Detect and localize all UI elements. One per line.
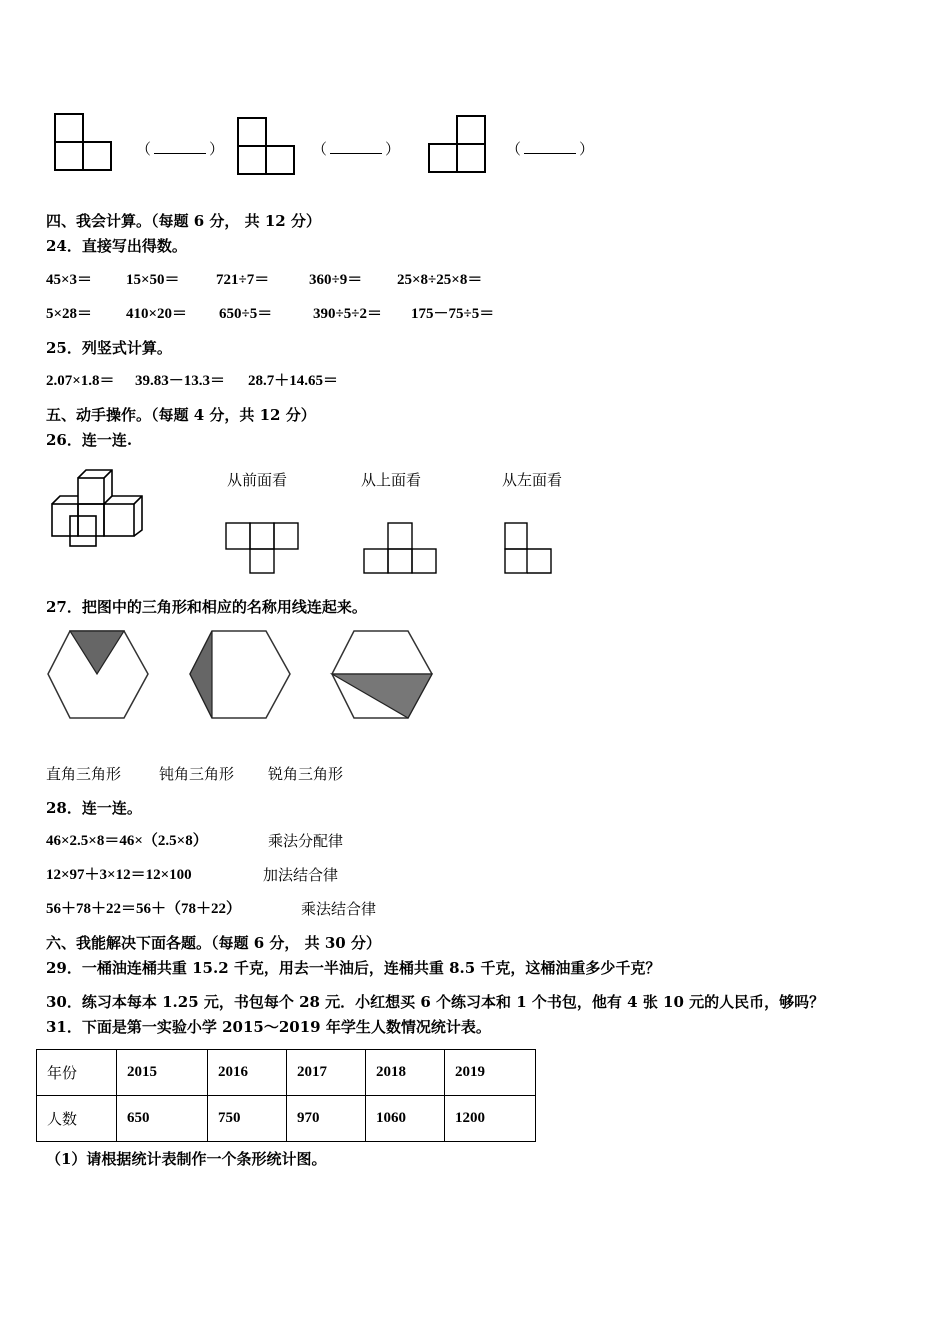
table-cell: 2015 (117, 1050, 208, 1096)
table-cell: 2019 (445, 1050, 536, 1096)
q24-item: 721÷7＝ (216, 272, 270, 288)
q26-view-left-shape[interactable] (503, 522, 555, 574)
table-cell: 970 (287, 1096, 366, 1142)
q24-item: 650÷5＝ (219, 306, 273, 322)
q23-answer-blank-1[interactable]: （ ） (136, 140, 225, 158)
q23-answer-blank-2[interactable]: （ ） (312, 140, 401, 158)
q23-shape-2 (236, 116, 296, 178)
q28-law[interactable]: 加法结合律 (263, 866, 339, 884)
q31-title: 31．下面是第一实验小学 2015～2019 年学生人数情况统计表。 (46, 1018, 491, 1036)
q28-expression[interactable]: 46×2.5×8＝46×（2.5×8） (46, 833, 208, 849)
q28-title: 28．连一连。 (46, 799, 142, 817)
q27-name-acute-triangle[interactable]: 锐角三角形 (268, 765, 344, 783)
q28-law[interactable]: 乘法分配律 (268, 832, 344, 850)
q26-view-label-top: 从上面看 (361, 471, 422, 489)
q31-stats-table (36, 1049, 536, 1142)
q24-item: 410×20＝ (126, 306, 188, 322)
section5-heading: 五、动手操作。（每题 4 分，共 12 分） (46, 406, 316, 424)
q26-title: 26．连一连. (46, 431, 133, 449)
q28-law[interactable]: 乘法结合律 (301, 900, 377, 918)
q24-item: 45×3＝ (46, 272, 93, 288)
table-row (37, 1050, 536, 1096)
q27-title: 27．把图中的三角形和相应的名称用线连起来。 (46, 598, 367, 616)
q24-item: 15×50＝ (126, 272, 180, 288)
q28-expression[interactable]: 56＋78＋22＝56＋（78＋22） (46, 901, 242, 917)
q31-sub1: （1）请根据统计表制作一个条形统计图。 (46, 1150, 327, 1168)
q23-answer-blank-3[interactable]: （ ） (506, 140, 595, 158)
q24-item: 175－75÷5＝ (411, 306, 495, 322)
q25-title: 25．列竖式计算。 (46, 339, 172, 357)
q24-item: 5×28＝ (46, 306, 93, 322)
table-row (37, 1096, 536, 1142)
q27-hexagon-1[interactable] (46, 630, 150, 720)
q25-item: 39.83－13.3＝ (135, 373, 226, 389)
table-cell: 2016 (208, 1050, 287, 1096)
q25-item: 28.7＋14.65＝ (248, 373, 339, 389)
q27-hexagon-2[interactable] (188, 630, 292, 720)
q24-item: 25×8÷25×8＝ (397, 272, 483, 288)
q29-text: 29．一桶油连桶共重 15.2 千克，用去一半油后，连桶共重 8.5 千克，这桶油重多少千克？ (46, 959, 661, 977)
q26-view-label-left: 从左面看 (502, 471, 563, 489)
q26-view-label-front: 从前面看 (227, 471, 288, 489)
q26-view-front-shape[interactable] (225, 522, 301, 574)
q25-item: 2.07×1.8＝ (46, 373, 115, 389)
q30-text: 30．练习本每本 1.25 元，书包每个 28 元．小红想买 6 个练习本和 1 个书包，他有 4 张 10 元的人民币，够吗？ (46, 993, 825, 1011)
q27-name-right-triangle[interactable]: 直角三角形 (46, 765, 122, 783)
section6-heading: 六、我能解决下面各题。（每题 6 分， 共 30 分） (46, 934, 381, 952)
q23-shape-1 (53, 112, 113, 174)
q26-cube-figure (48, 468, 148, 550)
table-cell: 650 (117, 1096, 208, 1142)
q26-view-top-shape[interactable] (363, 522, 439, 574)
q24-item: 390÷5÷2＝ (313, 306, 382, 322)
q24-title: 24．直接写出得数。 (46, 237, 187, 255)
table-cell: 人数 (37, 1096, 117, 1142)
table-cell: 年份 (37, 1050, 117, 1096)
q23-shape-3 (427, 114, 487, 176)
q27-hexagon-3[interactable] (330, 630, 434, 720)
q24-item: 360÷9＝ (309, 272, 363, 288)
table-cell: 750 (208, 1096, 287, 1142)
q27-name-obtuse-triangle[interactable]: 钝角三角形 (159, 765, 235, 783)
table-cell: 2018 (366, 1050, 445, 1096)
q28-expression[interactable]: 12×97＋3×12＝12×100 (46, 867, 192, 883)
table-cell: 2017 (287, 1050, 366, 1096)
table-cell: 1060 (366, 1096, 445, 1142)
section4-heading: 四、我会计算。（每题 6 分， 共 12 分） (46, 212, 321, 230)
table-cell: 1200 (445, 1096, 536, 1142)
